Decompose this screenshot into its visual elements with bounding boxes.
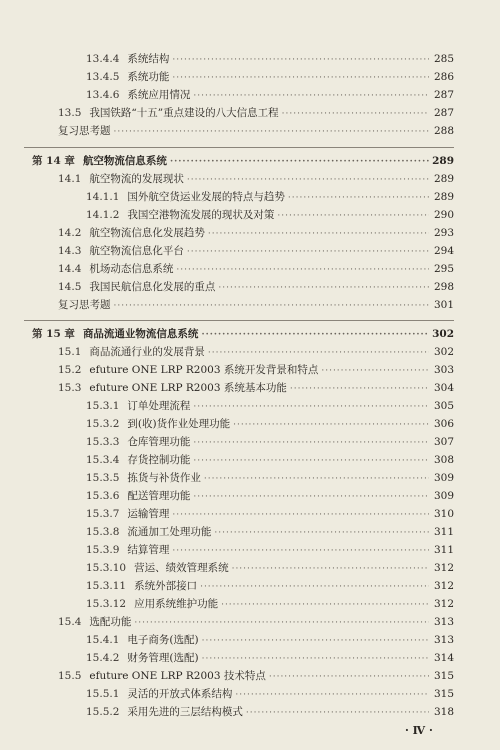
entry-number: 14.4 xyxy=(58,263,82,275)
toc-entry xyxy=(58,298,454,313)
entry-page: 308 xyxy=(433,454,454,466)
entry-number: 15.4.2 xyxy=(86,652,120,664)
entry-number: 14.2 xyxy=(58,227,82,239)
leader-dots xyxy=(218,281,429,295)
entry-page: 293 xyxy=(433,227,454,239)
section-divider xyxy=(24,147,454,148)
entry-page: 311 xyxy=(433,544,454,556)
leader-dots xyxy=(246,706,429,720)
toc-entry xyxy=(86,633,454,648)
entry-page: 288 xyxy=(433,125,454,137)
toc-entry xyxy=(86,597,454,612)
entry-number: 15.3.9 xyxy=(86,544,120,556)
entry-number: 14.1.1 xyxy=(86,191,120,203)
toc-entry xyxy=(86,417,454,432)
entry-number: 15.2 xyxy=(58,364,82,376)
entry-page: 318 xyxy=(433,706,454,718)
leader-dots xyxy=(172,544,429,558)
entry-title: 复习思考题 xyxy=(58,125,111,137)
entry-number: 15.5.1 xyxy=(86,688,120,700)
chapter-title: 商品流通业物流信息系统 xyxy=(82,328,199,340)
entry-page: 309 xyxy=(433,490,454,502)
entry-number: 15.3.7 xyxy=(86,508,120,520)
entry-page: 294 xyxy=(433,245,454,257)
entry-title: 我国铁路“十五”重点建设的八大信息工程 xyxy=(89,107,279,119)
toc-entry xyxy=(86,70,454,85)
leader-dots xyxy=(176,263,429,277)
entry-title: 运输管理 xyxy=(127,508,170,520)
entry-number: 15.4 xyxy=(58,616,82,628)
entry-title: 营运、绩效管理系统 xyxy=(134,562,229,574)
toc-entry xyxy=(58,262,454,277)
entry-title: 存货控制功能 xyxy=(127,454,191,466)
leader-dots xyxy=(202,634,429,648)
entry-title: 航空物流信息化平台 xyxy=(89,245,184,257)
entry-page: 289 xyxy=(433,191,454,203)
toc-entry xyxy=(58,280,454,295)
chapter-number: 第 14 章 xyxy=(32,155,75,167)
section-divider xyxy=(24,320,454,321)
leader-dots xyxy=(114,299,430,313)
toc-entry xyxy=(58,172,454,187)
entry-number: 13.5 xyxy=(58,107,82,119)
leader-dots xyxy=(208,227,429,241)
entry-number: 14.1 xyxy=(58,173,82,185)
entry-page: 301 xyxy=(433,299,454,311)
toc-entry xyxy=(58,363,454,378)
leader-dots xyxy=(193,400,429,414)
leader-dots xyxy=(187,173,429,187)
entry-page: 313 xyxy=(433,634,454,646)
entry-number: 15.3.5 xyxy=(86,472,120,484)
toc-entry xyxy=(58,381,454,396)
entry-page: 309 xyxy=(433,472,454,484)
entry-page: 302 xyxy=(432,328,454,340)
entry-number: 14.5 xyxy=(58,281,82,293)
toc-entry xyxy=(58,615,454,630)
entry-title: 财务管理(选配) xyxy=(127,652,199,664)
page-folio: · Ⅳ · xyxy=(405,724,433,737)
entry-number: 15.3.10 xyxy=(86,562,127,574)
leader-dots xyxy=(193,436,429,450)
entry-title: 结算管理 xyxy=(127,544,170,556)
entry-page: 314 xyxy=(433,652,454,664)
toc-entry xyxy=(86,435,454,450)
entry-page: 286 xyxy=(433,71,454,83)
entry-title: 灵活的开放式体系结构 xyxy=(127,688,233,700)
entry-number: 13.4.6 xyxy=(86,89,120,101)
leader-dots xyxy=(204,472,429,486)
leader-dots xyxy=(290,382,429,396)
toc-entry xyxy=(86,208,454,223)
leader-dots xyxy=(321,364,429,378)
leader-dots xyxy=(233,418,429,432)
entry-title: 选配功能 xyxy=(89,616,132,628)
chapter-number: 第 15 章 xyxy=(32,328,75,340)
leader-dots xyxy=(288,191,429,205)
toc-entry xyxy=(86,88,454,103)
leader-dots xyxy=(282,107,429,121)
toc-entry xyxy=(86,471,454,486)
entry-title: efuture ONE LRP R2003 系统开发背景和特点 xyxy=(89,364,319,376)
leader-dots xyxy=(232,562,429,576)
toc-entry xyxy=(86,489,454,504)
entry-number: 15.4.1 xyxy=(86,634,120,646)
entry-page: 289 xyxy=(432,155,454,167)
entry-title: 配送管理功能 xyxy=(127,490,191,502)
toc-entry xyxy=(86,687,454,702)
entry-number: 15.1 xyxy=(58,346,82,358)
toc-entry xyxy=(58,226,454,241)
leader-dots xyxy=(202,652,429,666)
toc-entry xyxy=(58,345,454,360)
entry-number: 15.3.11 xyxy=(86,580,127,592)
entry-title: 应用系统维护功能 xyxy=(134,598,219,610)
entry-title: 机场动态信息系统 xyxy=(89,263,174,275)
leader-dots xyxy=(134,616,429,630)
entry-page: 295 xyxy=(433,263,454,275)
entry-page: 315 xyxy=(433,688,454,700)
entry-number: 13.4.5 xyxy=(86,71,120,83)
entry-number: 15.3.3 xyxy=(86,436,120,448)
toc-entry xyxy=(86,579,454,594)
chapter-title: 航空物流信息系统 xyxy=(82,155,167,167)
entry-title: 航空物流信息化发展趋势 xyxy=(89,227,205,239)
toc-entry xyxy=(86,561,454,576)
entry-title: 系统结构 xyxy=(127,53,170,65)
entry-title: 系统外部接口 xyxy=(134,580,198,592)
leader-dots xyxy=(221,598,429,612)
entry-title: 系统功能 xyxy=(127,71,170,83)
entry-title: 拣货与补货作业 xyxy=(127,472,201,484)
toc-entry xyxy=(58,244,454,259)
leader-dots xyxy=(277,209,429,223)
entry-page: 290 xyxy=(433,209,454,221)
entry-title: 系统应用情况 xyxy=(127,89,191,101)
leader-dots xyxy=(193,490,429,504)
leader-dots xyxy=(187,245,429,259)
toc-entry xyxy=(86,705,454,720)
entry-title: 采用先进的三层结构模式 xyxy=(127,706,243,718)
entry-title: 国外航空货运业发展的特点与趋势 xyxy=(127,191,285,203)
entry-page: 305 xyxy=(433,400,454,412)
entry-page: 307 xyxy=(433,436,454,448)
entry-page: 287 xyxy=(433,107,454,119)
entry-page: 303 xyxy=(433,364,454,376)
entry-title: 复习思考题 xyxy=(58,299,111,311)
leader-dots xyxy=(193,89,429,103)
leader-dots xyxy=(172,508,429,522)
entry-title: efuture ONE LRP R2003 系统基本功能 xyxy=(89,382,287,394)
leader-dots xyxy=(172,53,429,67)
entry-title: 流通加工处理功能 xyxy=(127,526,212,538)
entry-title: 仓库管理功能 xyxy=(127,436,191,448)
leader-dots xyxy=(170,155,429,169)
leader-dots xyxy=(200,580,429,594)
entry-number: 15.3.6 xyxy=(86,490,120,502)
entry-page: 304 xyxy=(433,382,454,394)
entry-number: 15.3.12 xyxy=(86,598,127,610)
toc-entry xyxy=(86,651,454,666)
entry-page: 285 xyxy=(433,53,454,65)
entry-title: 我国空港物流发展的现状及对策 xyxy=(127,209,275,221)
toc-entry xyxy=(86,525,454,540)
entry-number: 15.3.1 xyxy=(86,400,120,412)
leader-dots xyxy=(235,688,429,702)
leader-dots xyxy=(208,346,429,360)
entry-page: 313 xyxy=(433,616,454,628)
entry-title: 订单处理流程 xyxy=(127,400,191,412)
entry-number: 14.3 xyxy=(58,245,82,257)
toc-entry xyxy=(86,453,454,468)
chapter-heading xyxy=(32,327,454,342)
toc-entry xyxy=(58,106,454,121)
entry-number: 15.3 xyxy=(58,382,82,394)
entry-page: 310 xyxy=(433,508,454,520)
entry-number: 15.3.4 xyxy=(86,454,120,466)
chapter-heading xyxy=(32,154,454,169)
leader-dots xyxy=(214,526,429,540)
entry-page: 312 xyxy=(433,598,454,610)
entry-number: 14.1.2 xyxy=(86,209,120,221)
toc-entry xyxy=(86,190,454,205)
leader-dots xyxy=(201,328,429,342)
entry-title: 商品流通行业的发展背景 xyxy=(89,346,205,358)
toc-entry xyxy=(86,507,454,522)
entry-number: 13.4.4 xyxy=(86,53,120,65)
entry-number: 15.5.2 xyxy=(86,706,120,718)
entry-page: 312 xyxy=(433,562,454,574)
toc-entry xyxy=(58,669,454,684)
toc-entry xyxy=(86,543,454,558)
entry-page: 312 xyxy=(433,580,454,592)
entry-number: 15.3.2 xyxy=(86,418,120,430)
entry-title: 航空物流的发展现状 xyxy=(89,173,184,185)
entry-title: 电子商务(选配) xyxy=(127,634,199,646)
entry-title: 我国民航信息化发展的重点 xyxy=(89,281,216,293)
entry-page: 289 xyxy=(433,173,454,185)
leader-dots xyxy=(172,71,429,85)
entry-page: 287 xyxy=(433,89,454,101)
entry-number: 15.3.8 xyxy=(86,526,120,538)
leader-dots xyxy=(193,454,429,468)
entry-page: 302 xyxy=(433,346,454,358)
entry-title: efuture ONE LRP R2003 技术特点 xyxy=(89,670,266,682)
toc-entry xyxy=(86,52,454,67)
toc-entry xyxy=(86,399,454,414)
entry-page: 311 xyxy=(433,526,454,538)
toc-entry xyxy=(58,124,454,139)
entry-title: 到(收)货作业处理功能 xyxy=(127,418,231,430)
entry-page: 315 xyxy=(433,670,454,682)
leader-dots xyxy=(114,125,430,139)
entry-number: 15.5 xyxy=(58,670,82,682)
leader-dots xyxy=(269,670,429,684)
entry-page: 298 xyxy=(433,281,454,293)
entry-page: 306 xyxy=(433,418,454,430)
